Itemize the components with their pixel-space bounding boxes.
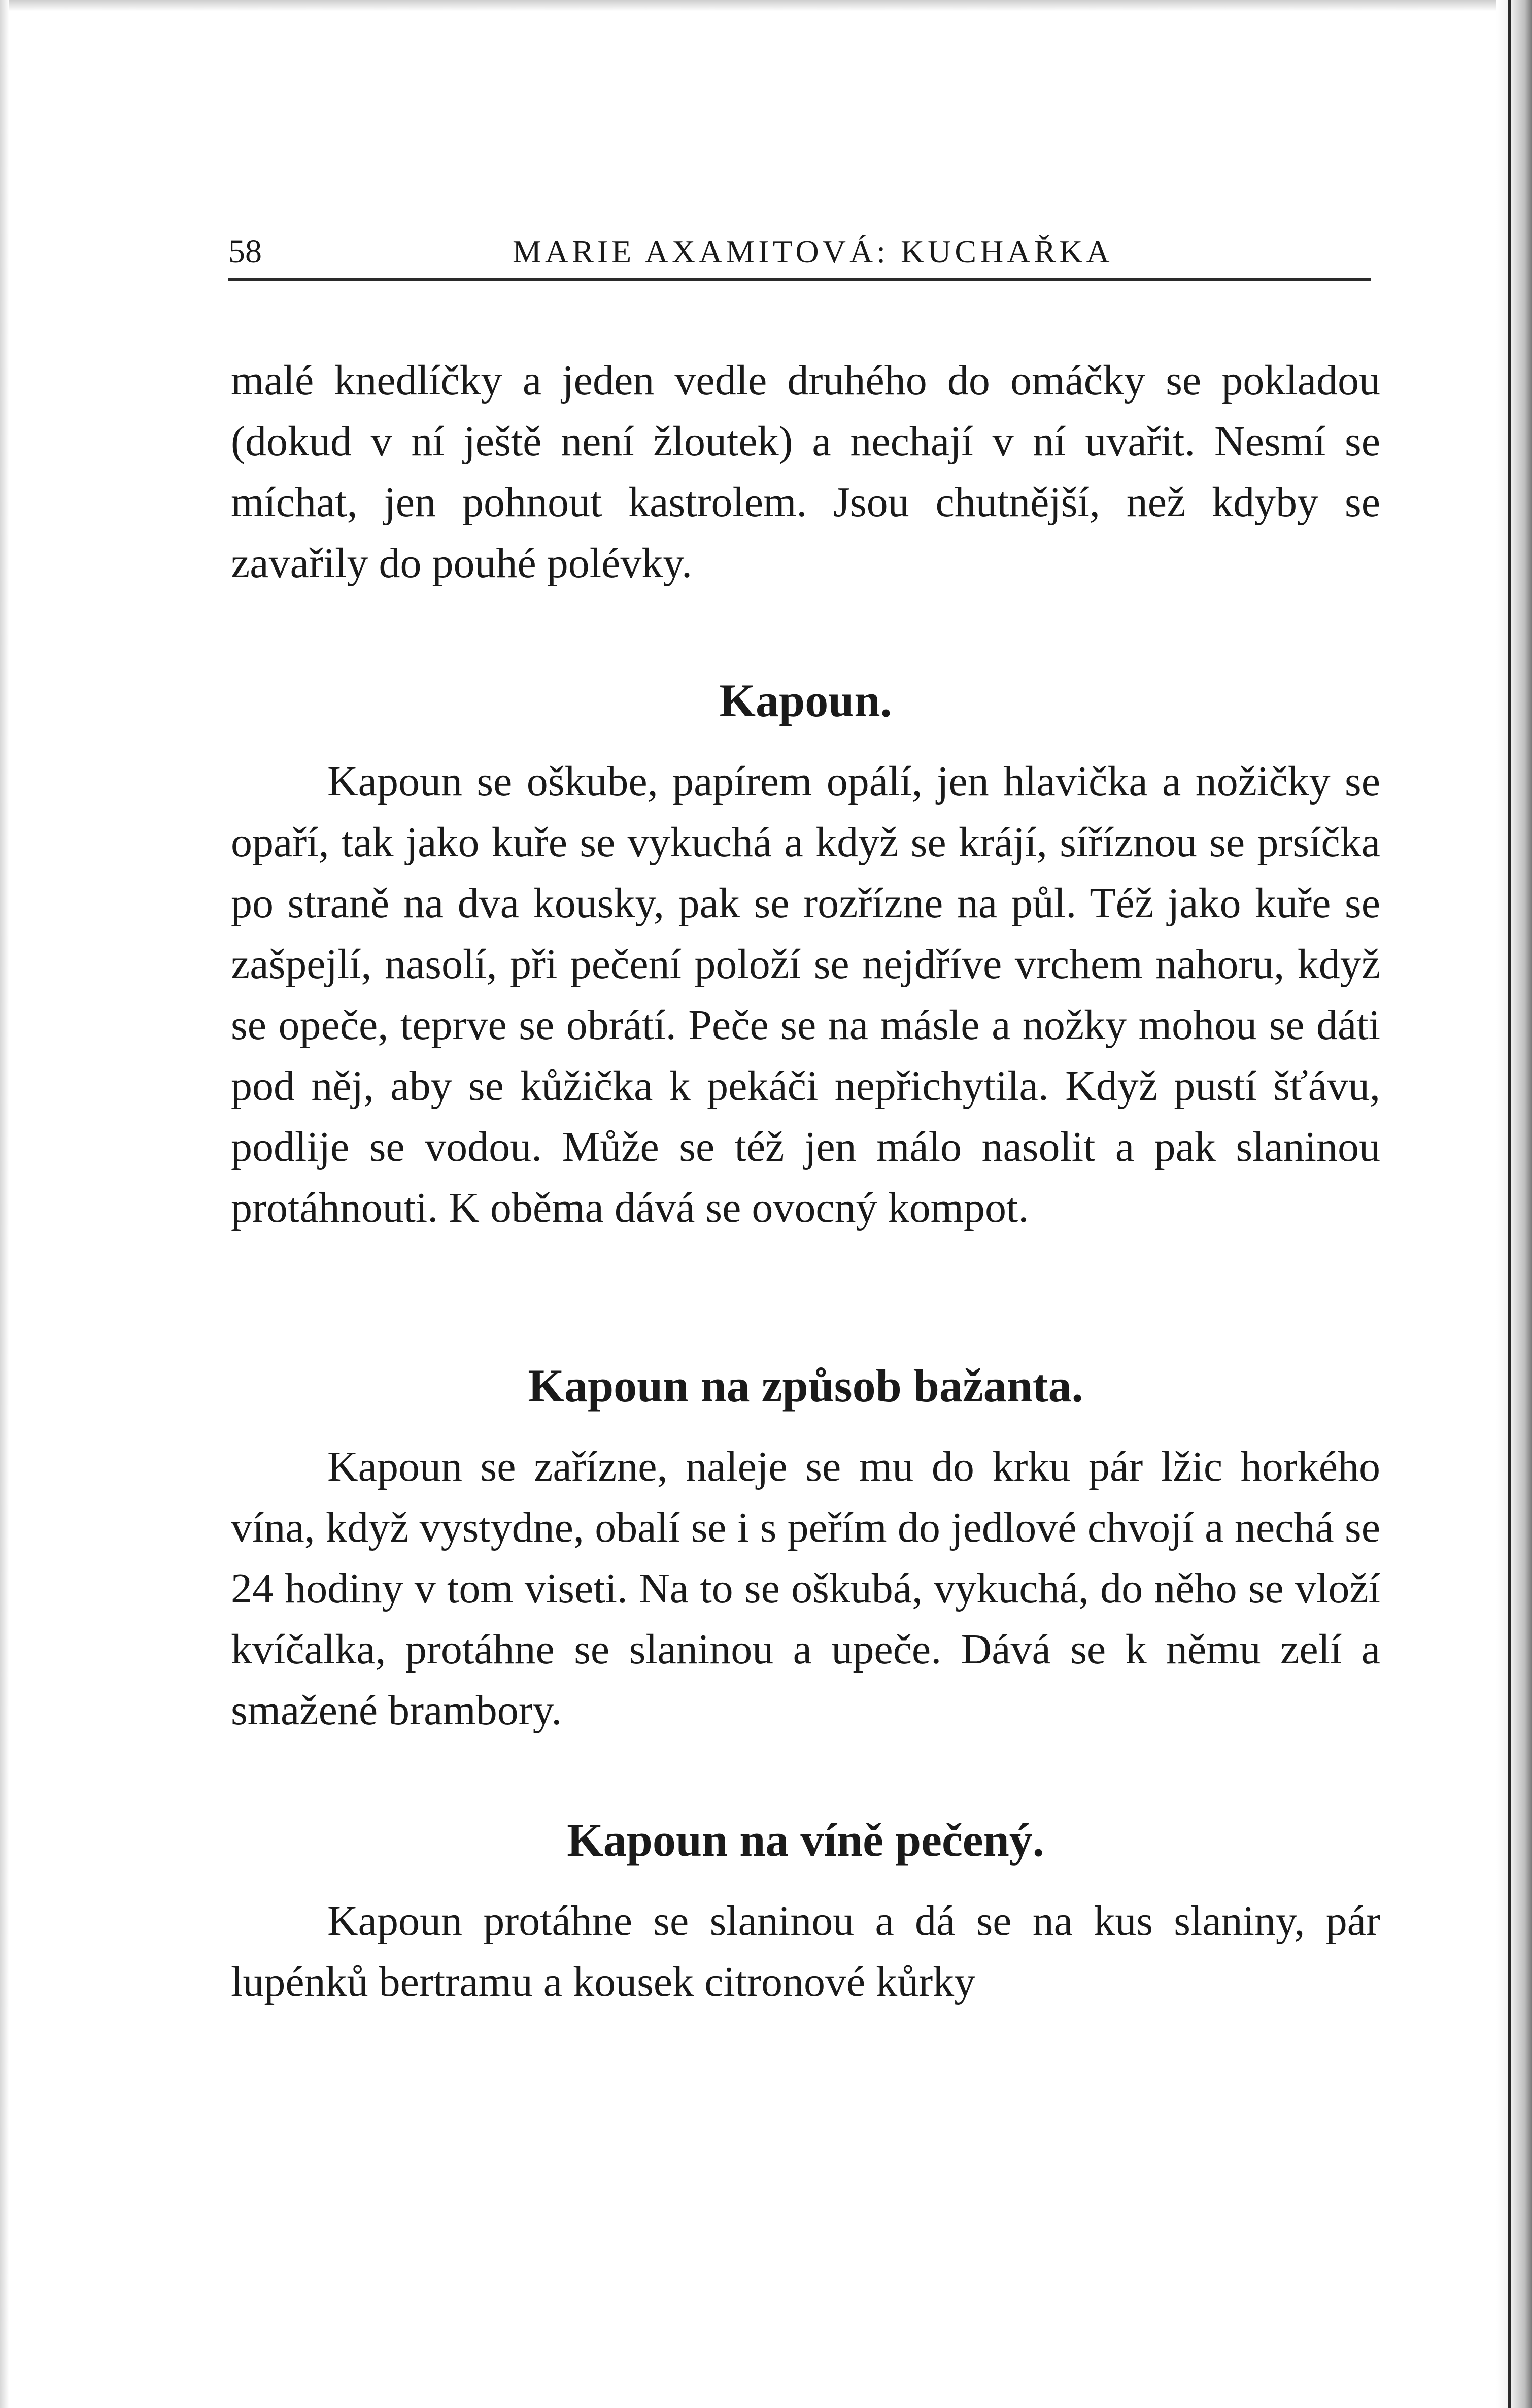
page-header [228,227,1371,281]
section-title-kapoun-bazant: Kapoun na způsob bažanta. [528,1360,1083,1412]
scan-left-edge [0,0,9,2408]
section-text-kapoun-bazant: Kapoun se zařízne, naleje se mu do krku pár lžic horkého vína, když vystydne, obalí se i s peřím do jedlové chvojí a nechá se 24 hodiny v tom viseti. Na to se oškubá, vykuchá, do něho se vloží kvíčalka, protáhne se slaninou a upeče. Dává se k němu zelí a smažené brambory. [231,1443,1380,1734]
intro-paragraph: malé knedlíčky a jeden vedle druhého do omáčky se pokladou (dokud v ní ještě není žloutek) a nechají v ní uvařit. Nesmí se míchat, jen pohnout kastrolem. Jsou chutnější, než kdyby se zavařily do pouhé polévky. [231,357,1380,587]
section-text-kapoun-vine: Kapoun protáhne se slaninou a dá se na kus slaniny, pár lupénků bertramu a kousek citronové kůrky [231,1897,1380,2005]
scan-right-edge [1496,0,1532,2408]
scan-top-edge [0,0,1532,11]
running-head: MARIE AXAMITOVÁ: KUCHAŘKA [513,233,1113,270]
page-body [231,350,1380,2013]
section-text-kapoun: Kapoun se oškube, papírem opálí, jen hlavička a nožičky se opaří, tak jako kuře se vykuchá a když se krájí, síříznou se prsíčka po straně na dva kousky, pak se rozřízne na půl. Též jako kuře se zašpejlí, nasolí, při pečení položí se nejdříve vrchem nahoru, když se opeče, teprve se obrátí. Peče se na másle a nožky mohou se dáti pod něj, aby se kůžička k pekáči nepřichytila. Když pustí šťávu, podlije se vodou. Může se též jen málo nasolit a pak slaninou protáhnouti. K oběma dává se ovocný kompot. [231,758,1380,1231]
page-edge-shadow-line [1508,0,1511,2408]
page-number: 58 [228,233,262,270]
section-title-kapoun: Kapoun. [719,675,892,726]
section-title-kapoun-vine: Kapoun na víně pečený. [567,1814,1044,1866]
